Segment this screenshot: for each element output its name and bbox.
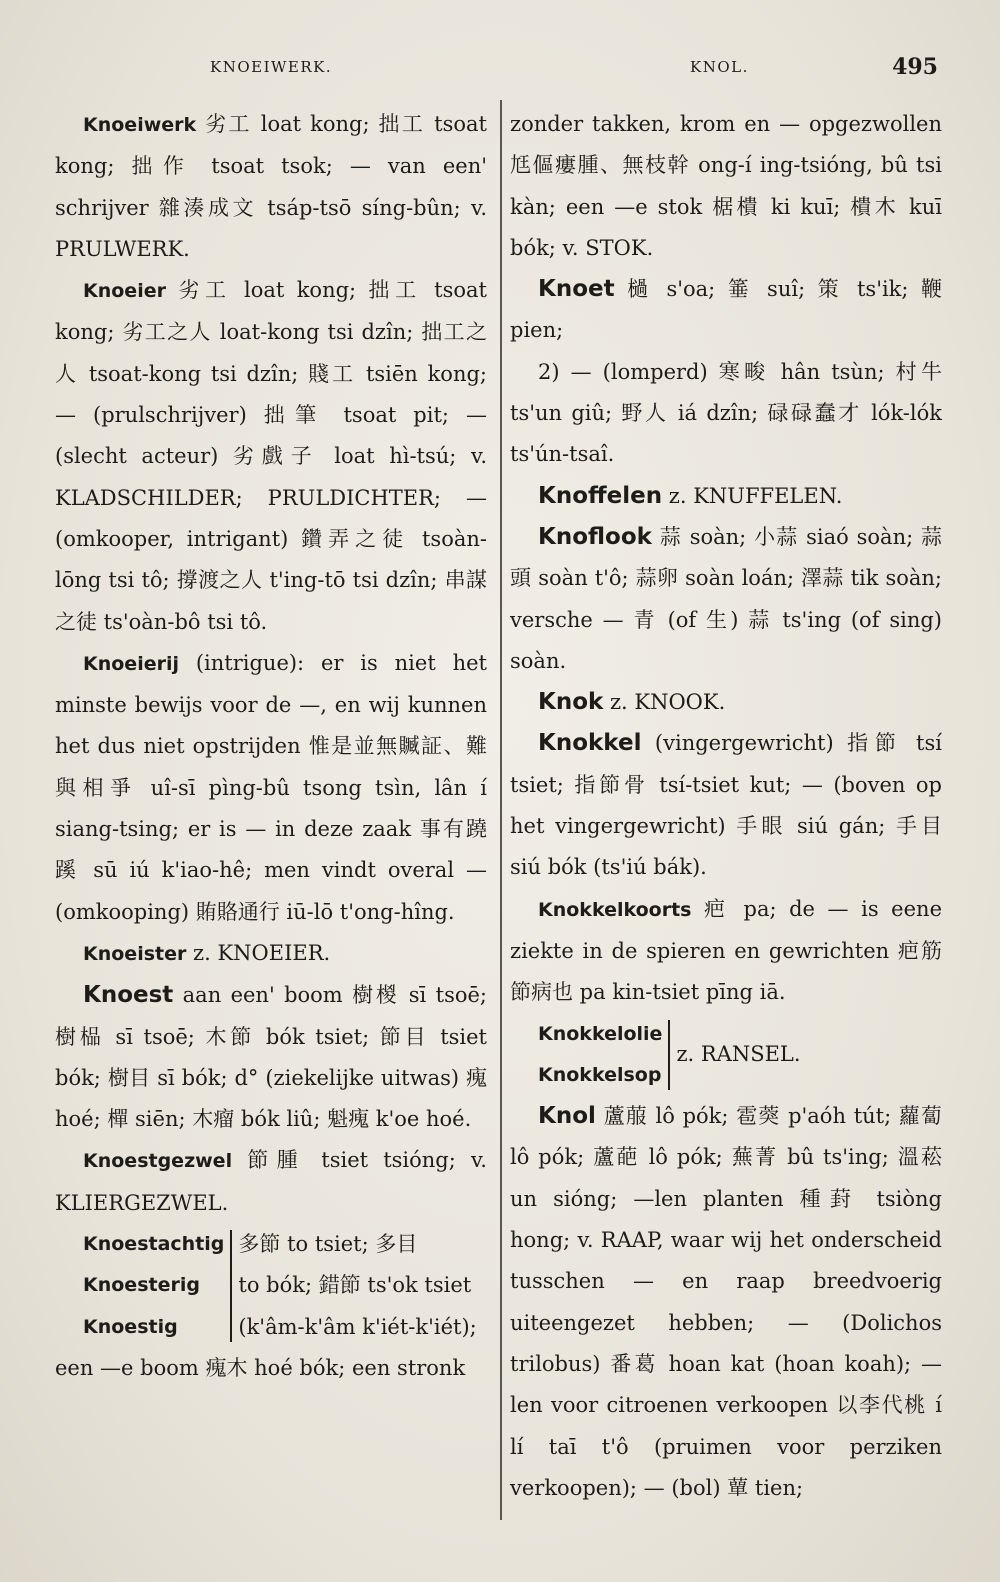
entry-knoeier — [55, 270, 487, 643]
brace — [668, 1020, 670, 1091]
entry-text: aan een' boom 樹椶 sī tsoē; 樹榀 sī tsoē; 木節 bók tsiet; 節目 tsiet bók; 樹目 sī bók; d° (ziekelijke uitwas) 瘣 hoé; 樿 siēn; 木瘤 bók liû; 魁瘣 k'oe hoé. — [55, 983, 487, 1132]
entry-knoet — [510, 269, 942, 352]
entry-text: (intrigue): er is niet het minste bewijs voor de —, en wij kunnen het dus niet opstrijden 惟是並無贓証、難與相爭 uî-sī pìng-bû tsong tsìn, lân í siang-tsing; er is — in deze zaak 事有蹺蹊 sū iú k'iao-hê; men vindt overal — (omkooping) 賄賂通行 iū-lō t'ong-hîng. — [55, 650, 487, 924]
entry-text: z. KNOEIER. — [193, 940, 331, 965]
entry-knoeierij — [55, 643, 487, 933]
group-line: z. RANSEL. — [676, 1042, 801, 1067]
group-line: 多節 to tsiet; 多目 — [238, 1232, 418, 1257]
entry-text: 節腫 tsiet tsióng; v. KLIERGEZWEL. — [55, 1148, 487, 1215]
entry-text: 疤 pa; de — is eene ziekte in de spieren en gewrichten 疤筋節病也 pa kin-tsiet pīng iā. — [510, 896, 942, 1005]
headword: Knoeister — [83, 942, 187, 965]
running-head-right: KNOL. — [690, 58, 749, 76]
entry-knoeister — [55, 933, 487, 975]
entry-knok — [510, 682, 942, 723]
entry-knoeiwerk — [55, 104, 487, 270]
headword: Knoeiwerk — [83, 114, 197, 136]
entry-group-knokkel — [510, 1014, 942, 1097]
brace — [230, 1230, 232, 1342]
entry-knoest — [55, 975, 487, 1140]
headword: Knoest — [83, 982, 174, 1009]
group-line: to bók; 錯節 ts'ok tsiet — [238, 1273, 472, 1298]
entry-continuation: zonder takken, krom en — opgezwollen 尪傴瘻腫、無枝幹 ong-í ing-tsióng, bû tsi kàn; een —e stok 椐樻 ki kuī; 樻木 kuī bók; v. STOK. — [510, 112, 942, 260]
group-text — [676, 1014, 942, 1097]
headword: Knoestgezwel — [83, 1150, 233, 1173]
headword: Knokkelkoorts — [538, 898, 692, 921]
entry-text: z. KNOOK. — [609, 690, 726, 715]
entry-text: 劣工 loat kong; 拙工 tsoat kong; 劣工之人 loat-kong tsi dzîn; 拙工之人 tsoat-kong tsi dzîn; 賤工 tsiēn kong; — (prulschrijver) 拙筆 tsoat pit; — (slecht acteur) 劣戲子 loat hì-tsú; v. KLADSCHILDER; PRULDICHTER; — (omkooper, intrigant) 鑽弄之徒 tsoàn-lōng tsi tô; 撐渡之人 t'ing-tō tsi dzîn; 串謀之徒 ts'oàn-bô tsi tô. — [55, 278, 487, 634]
running-head-left: KNOEIWERK. — [210, 58, 333, 76]
headword-group — [510, 1014, 662, 1097]
entry-knokkelkoorts — [510, 889, 942, 1014]
entry-knokkel — [510, 723, 942, 888]
headword: Knoet — [538, 276, 615, 303]
entry-text: 劣工 loat kong; 拙工 tsoat kong; 拙作 tsoat tsok; — van een' schrijver 雜湊成文 tsáp-tsō síng-bûn; v. PRULWERK. — [55, 112, 487, 261]
headword: Knoesterig — [83, 1274, 200, 1297]
headword: Knokkelsop — [538, 1063, 662, 1086]
headword: Knokkelolie — [538, 1022, 663, 1045]
entry-knol — [510, 1096, 942, 1509]
page-number: 495 — [892, 54, 938, 80]
headword: Knoeierij — [83, 652, 179, 675]
entry-knoestgezwel — [55, 1140, 487, 1224]
headword: Knoflook — [538, 523, 652, 550]
headword: Knoeier — [83, 280, 166, 303]
entry-knoffelen — [510, 476, 942, 517]
headword: Knoffelen — [538, 482, 663, 509]
group-text — [238, 1224, 487, 1348]
entry-text: 蘆菔 lô pók; 雹葖 p'aóh tút; 蘿蔔 lô pók; 蘆葩 lô pók; 蕪菁 bû ts'ing; 溫菘 un sióng; —len planten 種葑 tsiòng hong; v. RAAP, waar wij het onderscheid tusschen — en raap breedvoerig uiteengezet hebben; — (Dolichos trilobus) 番葛 hoan kat (hoan koah); —len voor citroenen verkoopen 以李代桃 í lí taī t'ô (pruimen voor perziken verkoopen); — (bol) 蕇 tien; — [510, 1104, 942, 1500]
group-line: (k'âm-k'âm k'iét-k'iét); — [238, 1314, 477, 1339]
headword: Knoestachtig — [83, 1233, 225, 1256]
entry-group-knoestig — [55, 1224, 487, 1348]
entry-text: (vingergewricht) 指節 tsí tsiet; 指節骨 tsí-tsiet kut; — (boven op het vingergewricht) 手眼 siú gán; 手目 siú bók (ts'iú bák). — [510, 731, 942, 880]
right-column — [510, 104, 942, 1509]
entry-continuation: een —e boom 瘣木 hoé bók; een stronk — [55, 1355, 466, 1380]
left-column — [55, 104, 487, 1389]
headword: Knol — [538, 1103, 596, 1130]
headword: Knokkel — [538, 730, 642, 757]
headword: Knoestig — [83, 1315, 178, 1338]
entry-knoet-sense-2: 2) — (lomperd) 寒畯 hân tsùn; 村牛 ts'un giû; 野人 iá dzîn; 碌碌蠢才 lók-lók ts'ún-tsaî. — [510, 359, 942, 467]
column-rule — [500, 100, 502, 1520]
headword: Knok — [538, 689, 604, 716]
entry-text: 檛 s'oa; 箠 suî; 策 ts'ik; 鞭 pien; — [510, 277, 942, 343]
entry-knoflook — [510, 517, 942, 682]
entry-text: z. KNUFFELEN. — [668, 483, 843, 508]
entry-text: 蒜 soàn; 小蒜 siaó soàn; 蒜頭 soàn t'ô; 蒜卵 soàn loán; 澤蒜 tik soàn; versche — 青 (of 生) 蒜 ts'ing (of sing) soàn. — [510, 524, 942, 673]
headword-group — [55, 1224, 224, 1348]
